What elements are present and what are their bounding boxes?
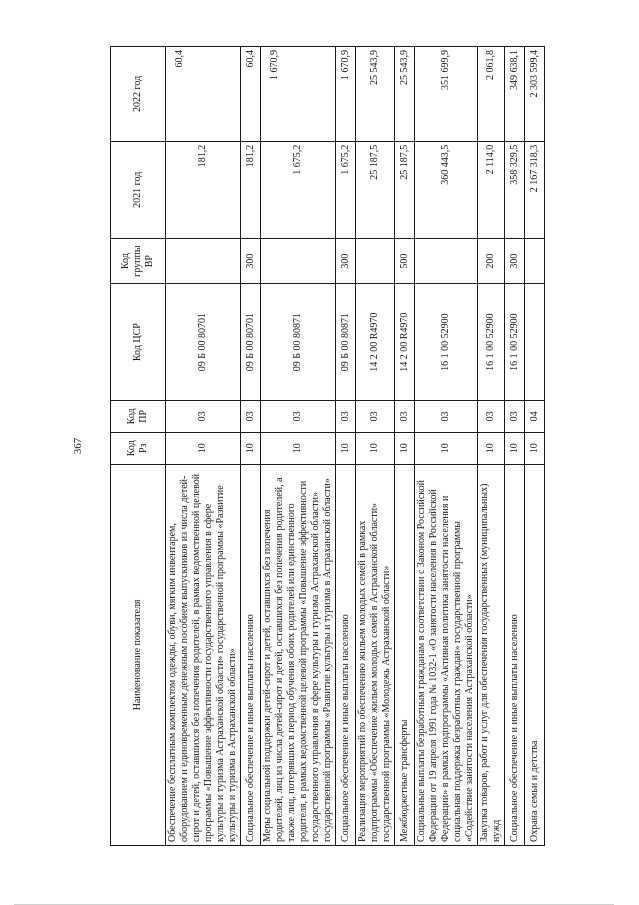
cell-2022: 351 699,9 [415,47,478,142]
cell-pr: 04 [525,400,545,432]
cell-rz: 10 [336,432,356,464]
cell-vr [415,238,478,284]
table-row [356,47,395,846]
cell-2022: 25 543,9 [395,47,415,142]
cell-name: Социальное обеспечение и иные выплаты населению [336,464,356,845]
cell-pr: 03 [336,400,356,432]
table-row [261,47,336,846]
cell-name: Социальное обеспечение и иные выплаты населению [241,464,261,845]
cell-name: Социальное обеспечение и иные выплаты населению [505,464,525,845]
cell-vr: 300 [505,238,525,284]
header-name: Наименование показателя [111,464,166,845]
cell-name: Закупка товаров, работ и услуг для обеспечения государственных (муниципальных) нужд [478,464,505,845]
cell-2021: 181,2 [166,141,241,238]
cell-2021: 2 167 318,3 [525,141,545,238]
cell-csr: 16 1 00 52900 [478,284,505,400]
header-csr: Код ЦСР [111,284,166,400]
cell-name: Социальные выплаты безработным гражданам в соответствии с Законом Российской Федерации от 19 апреля 1991 года № 1032-1 «О занятости населения в Российской Федерации» в рамках подпрограммы «Активная политика занятости населения и социальная поддержка безработных граждан» государственной программы «Содействие занятости населения Астраханской области» [415,464,478,845]
cell-rz: 10 [505,432,525,464]
cell-2022: 60,4 [241,47,261,142]
cell-2021: 25 187,5 [395,141,415,238]
header-2022: 2022 год [111,47,166,142]
cell-pr: 03 [241,400,261,432]
header-2021: 2021 год [111,141,166,238]
cell-2021: 1 675,2 [336,141,356,238]
table-row [505,47,525,846]
cell-2022: 2 303 599,4 [525,47,545,142]
cell-csr: 14 2 00 R4970 [395,284,415,400]
cell-csr: 09 Б 00 80871 [261,284,336,400]
cell-vr: 500 [395,238,415,284]
cell-vr: 300 [241,238,261,284]
cell-name: Обеспечение бесплатным комплектом одежды, обуви, мягким инвентарем, оборудованием и единовременным денежным пособием выпускников из числа детей-сирот и детей, оставшихся без попечения родителей, в рамках ведомственной целевой программы «Повышение эффективности государственного управления в сфере культуры и туризма Астраханской области» государственной программы «Развитие культуры и туризма в Астраханской области» [166,464,241,845]
cell-rz: 10 [261,432,336,464]
cell-rz: 10 [166,432,241,464]
cell-2022: 1 670,9 [261,47,336,142]
cell-2021: 1 675,2 [261,141,336,238]
cell-csr [525,284,545,400]
table-header-row [111,47,166,846]
cell-csr: 09 Б 00 80701 [241,284,261,400]
cell-rz: 10 [356,432,395,464]
cell-2021: 2 114,0 [478,141,505,238]
cell-csr: 16 1 00 52900 [415,284,478,400]
cell-vr: 300 [336,238,356,284]
cell-pr: 03 [261,400,336,432]
header-pr: Код ПР [111,400,166,432]
cell-2022: 25 543,9 [356,47,395,142]
cell-2022: 60,4 [166,47,241,142]
cell-pr: 03 [505,400,525,432]
cell-vr [166,238,241,284]
cell-2021: 358 329,5 [505,141,525,238]
cell-csr: 09 Б 00 80871 [336,284,356,400]
cell-vr: 200 [478,238,505,284]
cell-rz: 10 [241,432,261,464]
cell-name: Межбюджетные трансферты [395,464,415,845]
cell-pr: 03 [415,400,478,432]
table-row [241,47,261,846]
cell-2021: 25 187,5 [356,141,395,238]
cell-vr [261,238,336,284]
cell-name: Охрана семьи и детства [525,464,545,845]
cell-2022: 2 061,8 [478,47,505,142]
cell-rz: 10 [525,432,545,464]
cell-rz: 10 [415,432,478,464]
table-row [166,47,241,846]
cell-pr: 03 [166,400,241,432]
cell-csr: 09 Б 00 80701 [166,284,241,400]
cell-pr: 03 [356,400,395,432]
cell-2021: 360 443,5 [415,141,478,238]
cell-pr: 03 [395,400,415,432]
table-row [525,47,545,846]
header-rz: Код Рз [111,432,166,464]
cell-name: Реализация мероприятий по обеспечению жильем молодых семей в рамках подпрограммы «Обеспечение жильем молодых семей в Астраханской области» государственной программы «Молодежь Астраханской области» [356,464,395,845]
cell-vr [356,238,395,284]
cell-csr: 14 2 00 R4970 [356,284,395,400]
cell-2022: 349 638,1 [505,47,525,142]
table-row [395,47,415,846]
table-row [336,47,356,846]
cell-rz: 10 [395,432,415,464]
table-row [415,47,478,846]
cell-2022: 1 670,9 [336,47,356,142]
cell-name: Меры социальной поддержки детей-сирот и детей, оставшихся без попечения родителей, лиц из числа детей-сирот и детей, оставшихся без попечения родителей, а также лиц, потерявших в период обучения обоих родителей или единственного родителя, в рамках ведомственной целевой программы «Повышение эффективности государственного управления в сфере культуры и туризма Астраханской области» государственной программы «Развитие культуры и туризма в Астраханской области» [261,464,336,845]
cell-vr [525,238,545,284]
table-row [478,47,505,846]
page-number: 367 [72,437,84,455]
rotated-table-container [72,46,580,846]
cell-csr: 16 1 00 52900 [505,284,525,400]
budget-table [110,46,545,846]
header-vr: Код группы ВР [111,238,166,284]
cell-2021: 181,2 [241,141,261,238]
cell-pr: 03 [478,400,505,432]
cell-rz: 10 [478,432,505,464]
